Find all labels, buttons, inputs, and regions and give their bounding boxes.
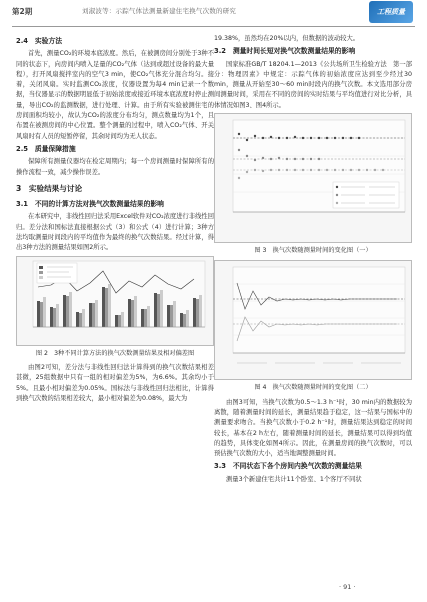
section-3-1-title: 3.1 不同的计算方法对换气次数测量结果的影响 [16, 200, 164, 209]
section-3-2-body: 国家标准GB/T 18204.1—2013《公共场所卫生检验方法 第一部分：物理因素》中规定：示踪气体的初始浓度应达到至少经过30 min，测量从开始至30～60 min时段内的换气次数。本文选用部分房间测量时间，采用在不同的房间的实时结果与平均值进行对比分析，具体情况如图3、图4所示。 [214, 60, 412, 109]
figure-2 [16, 256, 214, 346]
logo-text: 工程质量 [377, 8, 405, 16]
section-3-2-discussion: 由图3可知，当换气次数为0.5～1.3 h⁻¹时，30 min内的数据较为离散，随着测量时间的延长，测量结果趋于稳定，这一结果与国标中的测量要求吻合。当换气次数小于0.2 h⁻¹时，测量结果达到稳定的时间较长，基本在2 h左右，随着测量时间的延长，测量结果可以得到均值的趋势，具体变化如图4所示。因此，在测量房间的换气次数时，可以预估换气次数的大小，适当地调整测量时间。 [214, 398, 412, 458]
section-3-3-body: 测量3个新建住宅共计11个卧室、1个客厅不同状 [226, 475, 362, 483]
figure-4 [214, 260, 412, 380]
journal-logo [369, 1, 413, 23]
figure-2-discussion: 由图2可知，差分法与非线性回归法计算得到的换气次数结果相差甚微，25组数据中只有一组的相对偏差为5%，为6.6%。其余均小于5%。且最小相对偏差为0.05%。国标法与非线性回归法相比，计算得到换气次数的结果相差较大，最小相对偏差为0.08%，最大为 [16, 363, 214, 402]
section-2-4-body: 首先，测量CO₂的环境本底浓度。然后，在被测房间分别处于3种不同的状态下，向房间内喷入足量的CO₂气体（达到或超过设备的最大量程），打开风扇搅拌室内的空气3 min，使CO₂气体充分混合均匀。接着，关闭风扇。实时监测CO₂浓度，仪器设置为每4 min记录一个数据，当仪器显示的数据明显低于初始浓度或接近环境本底浓度时停止测量，导出CO₂的监测数据，进行处理、计算。由于所有实验被测住宅的房间面积均较小，故认为CO₂的浓度分布均匀，测点数量均为1个，且布置在被测房间的中心位置。整个测量的过程中，喷入CO₂气体、开关风扇时有人员的短暂停留，其余时间均为无人状态。 [16, 50, 214, 140]
section-3-1-body: 在本研究中，非线性回归法采用Excel软件对CO₂浓度进行非线性回归。差分法和国标法直接根据公式（3）和公式（4）进行计算；3种方法均取测量时间段内的平均值作为最终的换气次数结果。经过计算，得出3种方法的测量结果如图2所示。 [16, 213, 214, 252]
header-rule [12, 26, 415, 27]
page-number: · 91 · [339, 583, 356, 591]
section-3-2-title: 3.2 测量时间长短对换气次数测量结果的影响 [214, 47, 356, 56]
section-2-5-body: 保障所有测量仪器均在检定周期内；每一个房间测量时保障所有的操作流程一致，减少操作误差。 [16, 158, 214, 176]
running-title: 刘淑波等：示踪气体法测量新建住宅换气次数的研究 [82, 7, 237, 15]
section-2-4-title: 2.4 实验方法 [16, 37, 63, 45]
section-2-5-title: 2.5 质量保障措施 [16, 144, 76, 153]
figure-3-caption: 图 3 换气次数随测量时间的变化图（一） [254, 247, 372, 255]
figure-2-caption: 图 2 3种不同计算方法的换气次数测量结果及相对偏差图 [35, 349, 195, 357]
continued-paragraph: 19.38%，虽然均在20%以内，但数据的波动较大。 [214, 35, 360, 42]
figure-3-chart [215, 114, 411, 240]
figure-4-caption: 图 4 换气次数随测量时间的变化图（二） [254, 384, 372, 392]
section-3-title: 3 实验结果与讨论 [16, 183, 83, 193]
figure-3 [214, 113, 412, 243]
left-column [16, 34, 214, 406]
issue-number: 第2期 [12, 7, 33, 16]
right-column [214, 34, 412, 487]
page-header [0, 0, 427, 28]
figure-2-chart [17, 257, 213, 343]
figure-4-chart [215, 261, 411, 377]
section-3-3-title: 3.3 不同状态下各个房间内换气次数的测量结果 [214, 462, 362, 471]
